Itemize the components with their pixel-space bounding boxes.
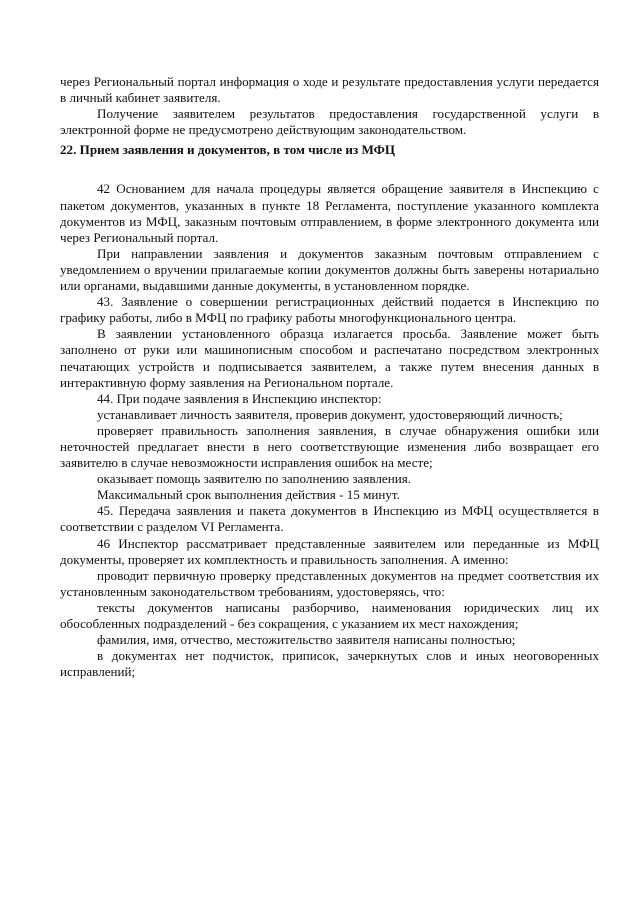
document-page	[60, 74, 599, 680]
paragraph-application-form: В заявлении установленного образца излагается просьба. Заявление может быть заполнено от руки или машинописным способом и распечатано посредством электронных печатающих устройств и подписывается заявителем, а также путем внесения данных в интерактивную форму заявления на Региональном портале.	[60, 326, 599, 390]
section-heading: 22. Прием заявления и документов, в том числе из МФЦ	[60, 142, 396, 158]
paragraph-primary-check: проводит первичную проверку представленных документов на предмет соответствия их установленным законодательством требованиям, удостоверяясь, что:	[60, 567, 599, 599]
paragraph-45: 45. Передача заявления и пакета документов в Инспекцию из МФЦ осуществляется в соответствии с разделом VI Регламента.	[60, 503, 599, 535]
paragraph-postal: При направлении заявления и документов заказным почтовым отправлением с уведомлением о вручении прилагаемые копии документов должны быть заверены нотариально или органами, выдавшими данные документы, в установленном порядке.	[60, 245, 599, 294]
paragraph-identity-check: устанавливает личность заявителя, проверив документ, удостоверяющий личность;	[97, 406, 563, 422]
paragraph-no-corrections: в документах нет подчисток, приписок, зачеркнутых слов и иных неоговоренных исправлений;	[60, 648, 599, 680]
paragraph-form-check: проверяет правильность заполнения заявления, в случае обнаружения ошибки или неточностей предлагает внести в него соответствующие изменения либо возвращает его заявителю в случае невозможности исправления ошибок на месте;	[60, 422, 599, 471]
paragraph-electronic-result: Получение заявителем результатов предоставления государственной услуги в электронной форме не предусмотрено действующим законодательством.	[60, 106, 599, 138]
paragraph-full-name: фамилия, имя, отчество, местожительство заявителя написаны полностью;	[97, 632, 516, 648]
paragraph-46: 46 Инспектор рассматривает представленные заявителем или переданные из МФЦ документы, проверяет их комплектность и правильность заполнения. А именно:	[60, 535, 599, 567]
paragraph-portal-info: через Региональный портал информация о ходе и результате предоставления услуги передается в личный кабинет заявителя.	[60, 74, 599, 106]
paragraph-44: 44. При подаче заявления в Инспекцию инспектор:	[97, 390, 382, 406]
paragraph-legible-text: тексты документов написаны разборчиво, наименования юридических лиц их обособленных подразделений - без сокращения, с указанием их мест нахождения;	[60, 599, 599, 631]
paragraph-assistance: оказывает помощь заявителю по заполнению заявления.	[97, 471, 412, 487]
paragraph-max-time: Максимальный срок выполнения действия - 15 минут.	[97, 487, 400, 503]
paragraph-42: 42 Основанием для начала процедуры является обращение заявителя в Инспекцию с пакетом документов, указанных в пункте 18 Регламента, поступление указанного комплекта документов из МФЦ, заказным почтовым отправлением, в форме электронного документа или через Региональный портал.	[60, 181, 599, 245]
paragraph-43: 43. Заявление о совершении регистрационных действий подается в Инспекцию по графику работы, либо в МФЦ по графику работы многофункционального центра.	[60, 294, 599, 326]
